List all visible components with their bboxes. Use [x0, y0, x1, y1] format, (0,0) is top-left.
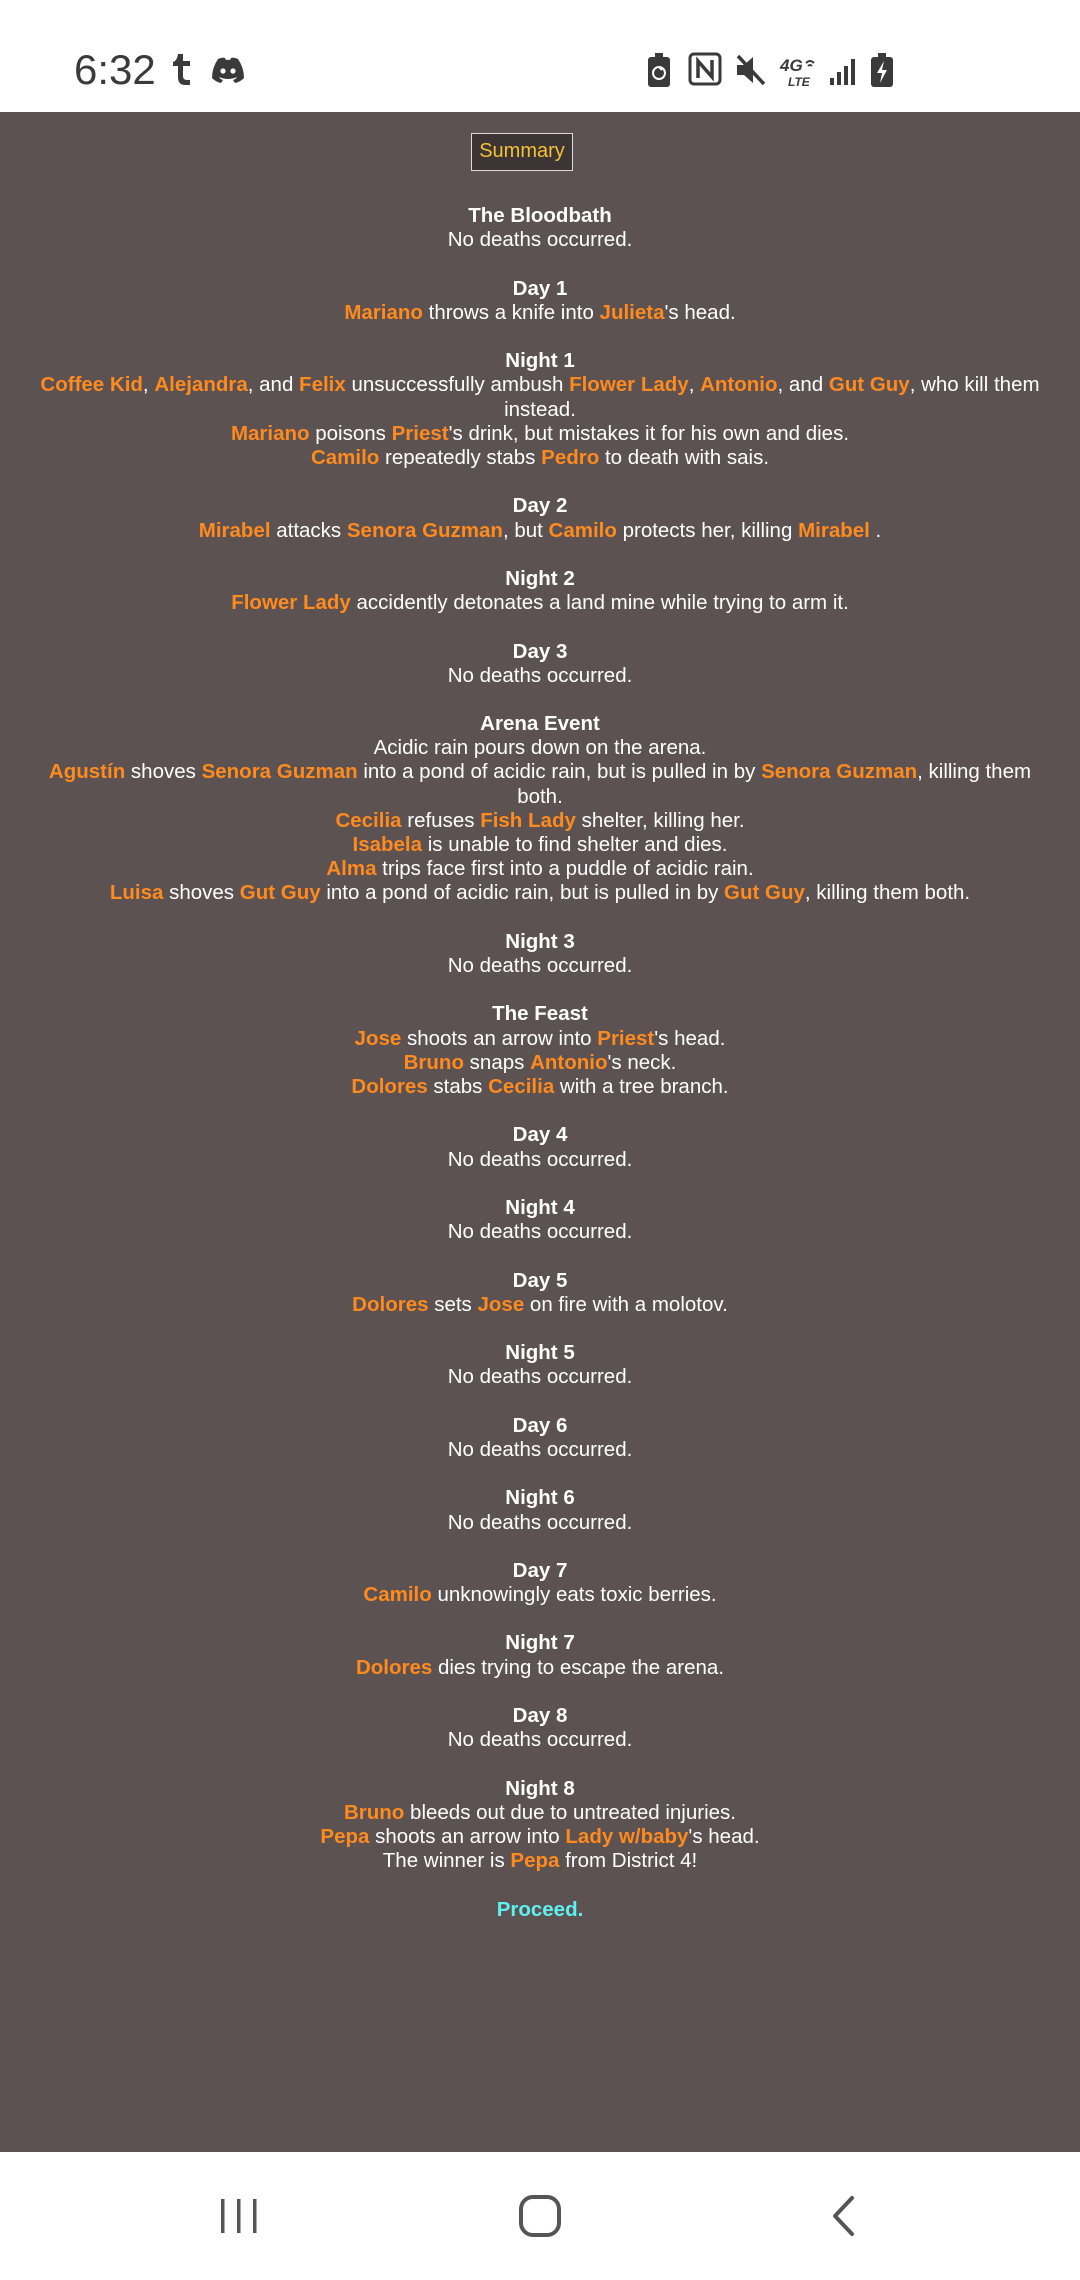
tribute-name: Dolores [351, 1075, 428, 1099]
tribute-name: Mirabel [198, 518, 271, 542]
event-text: , and [777, 373, 829, 397]
event-section [0, 1631, 1080, 1679]
event-section [0, 930, 1080, 978]
event-text: protects her, killing [616, 518, 799, 542]
signal-icon [829, 54, 859, 86]
proceed-link[interactable]: Proceed. [496, 1897, 584, 1921]
event-section [0, 1196, 1080, 1244]
event-text: stabs [427, 1075, 489, 1099]
section-title: Day 3 [512, 639, 568, 663]
tribute-name: Priest [597, 1026, 655, 1050]
tribute-name: Coffee Kid [40, 373, 143, 397]
event-line [0, 1365, 1080, 1389]
event-section [0, 494, 1080, 542]
event-text: repeatedly stabs [379, 445, 542, 469]
event-text: accidently detonates a land mine while trying to arm it. [350, 591, 849, 615]
event-line [0, 1293, 1080, 1317]
status-time: 6:32 [74, 46, 156, 93]
tribute-name: Camilo [548, 518, 617, 542]
battery-saver-icon [647, 52, 671, 88]
section-title: Arena Event [480, 712, 600, 736]
event-section [0, 1269, 1080, 1317]
event-line [0, 1220, 1080, 1244]
tribute-name: Isabela [352, 833, 423, 857]
tribute-name: Antonio [530, 1050, 608, 1074]
event-section [0, 1486, 1080, 1534]
tribute-name: Bruno [343, 1800, 405, 1824]
event-text: to death with sais. [599, 445, 770, 469]
event-text: unknowingly eats toxic berries. [431, 1583, 717, 1607]
event-line [0, 422, 1080, 446]
tribute-name: Flower Lady [569, 373, 689, 397]
event-text: dies trying to escape the arena. [432, 1655, 725, 1679]
event-text: bleeds out due to untreated injuries. [404, 1800, 736, 1824]
section-title: Night 7 [505, 1631, 575, 1655]
back-icon[interactable] [826, 2194, 860, 2238]
tribute-name: Dolores [352, 1292, 429, 1316]
event-line [0, 881, 1080, 905]
tribute-name: Bruno [403, 1050, 464, 1074]
event-text: No deaths occurred. [447, 228, 633, 252]
section-title: Night 5 [505, 1341, 575, 1365]
event-text: No deaths occurred. [447, 1437, 633, 1461]
section-title: Day 4 [512, 1123, 568, 1147]
event-line [0, 446, 1080, 470]
section-title: Night 1 [505, 349, 575, 373]
tribute-name: Cecilia [488, 1075, 555, 1099]
event-line [0, 809, 1080, 833]
event-text: into a pond of acidic rain, but is pulled in by [357, 760, 762, 784]
event-text: , and [247, 373, 300, 397]
status-bar [0, 0, 1080, 112]
section-title: The Feast [492, 1002, 588, 1026]
event-text: Acidic rain pours down on the arena. [373, 736, 707, 760]
event-text: shelter, killing her. [575, 808, 745, 832]
event-text: shoots an arrow into [369, 1825, 566, 1849]
event-line [0, 1801, 1080, 1825]
event-text: , killing them both. [517, 760, 1032, 808]
tribute-name: Gut Guy [724, 881, 805, 905]
event-text: is unable to find shelter and dies. [422, 833, 728, 857]
section-title: Day 2 [512, 494, 568, 518]
event-section [0, 204, 1080, 252]
event-text: No deaths occurred. [447, 954, 633, 978]
event-text: snaps [463, 1050, 531, 1074]
event-text: No deaths occurred. [447, 1728, 633, 1752]
svg-text:LTE: LTE [788, 75, 810, 88]
event-text: 's head. [654, 1026, 726, 1050]
proceed-row [0, 1898, 1080, 1922]
event-line [0, 1148, 1080, 1172]
tribute-name: Antonio [700, 373, 778, 397]
event-line [0, 1656, 1080, 1680]
event-section [0, 1002, 1080, 1099]
tribute-name: Felix [299, 373, 346, 397]
event-line [0, 519, 1080, 543]
event-line [0, 301, 1080, 325]
event-line [0, 1825, 1080, 1849]
event-text: shoves [163, 881, 240, 905]
section-title: Day 7 [512, 1558, 568, 1582]
tribute-name: Gut Guy [828, 373, 910, 397]
event-section [0, 567, 1080, 615]
section-title: Night 3 [505, 929, 575, 953]
event-text: , [688, 373, 701, 397]
discord-icon [210, 56, 246, 84]
event-text: sets [428, 1292, 478, 1316]
event-line [0, 1051, 1080, 1075]
tribute-name: Agustín [48, 760, 126, 784]
section-title: Day 1 [512, 276, 568, 300]
section-title: Night 4 [505, 1196, 575, 1220]
event-text: shoots an arrow into [401, 1026, 598, 1050]
home-icon[interactable] [516, 2192, 564, 2240]
tribute-name: Pepa [320, 1825, 370, 1849]
event-text: No deaths occurred. [447, 1147, 633, 1171]
event-text: into a pond of acidic rain, but is pulled in by [320, 881, 725, 905]
section-title: The Bloodbath [468, 204, 612, 227]
event-text: from District 4! [559, 1849, 698, 1873]
event-text: The winner is [382, 1849, 511, 1873]
summary-button[interactable]: Summary [471, 133, 573, 171]
event-text: with a tree branch. [554, 1075, 729, 1099]
mute-icon [734, 54, 768, 86]
event-line [0, 1075, 1080, 1099]
tribute-name: Pedro [541, 445, 600, 469]
event-section [0, 1341, 1080, 1389]
nfc-icon [688, 52, 722, 86]
section-title: Day 8 [512, 1704, 568, 1728]
event-section [0, 1704, 1080, 1752]
event-text: , killing them both. [804, 881, 971, 905]
section-title: Day 6 [512, 1413, 568, 1437]
event-text: , but [502, 518, 549, 542]
battery-charging-icon [870, 52, 894, 88]
event-text: No deaths occurred. [447, 663, 633, 687]
tribute-name: Camilo [363, 1583, 432, 1607]
event-line [0, 736, 1080, 760]
tribute-name: Jose [477, 1292, 525, 1316]
tribute-name: Dolores [355, 1655, 433, 1679]
tribute-name: Mariano [344, 300, 423, 324]
event-section [0, 1559, 1080, 1607]
event-text: refuses [401, 808, 481, 832]
event-text: No deaths occurred. [447, 1220, 633, 1244]
tribute-name: Senora Guzman [761, 760, 918, 784]
event-log [0, 204, 1080, 1946]
event-line [0, 1027, 1080, 1051]
event-text: unsuccessfully ambush [345, 373, 570, 397]
event-text: on fire with a molotov. [524, 1292, 728, 1316]
navigation-bar [0, 2152, 1080, 2280]
tribute-name: Flower Lady [231, 591, 351, 615]
tribute-name: Julieta [599, 300, 665, 324]
event-line [0, 1583, 1080, 1607]
tribute-name: Mirabel [798, 518, 876, 542]
tribute-name: Cecilia [335, 808, 402, 832]
tribute-name: Senora Guzman [346, 518, 503, 542]
tribute-name: Pepa [510, 1849, 560, 1873]
event-text: 's drink, but mistakes it for his own and dies. [448, 421, 850, 445]
event-line [0, 591, 1080, 615]
tribute-name: Senora Guzman [201, 760, 358, 784]
event-text: 's neck. [607, 1050, 677, 1074]
event-text: , who kill them instead. [504, 373, 1040, 421]
event-line [0, 833, 1080, 857]
event-text: No deaths occurred. [447, 1510, 633, 1534]
tribute-name: Lady w/baby [565, 1825, 689, 1849]
event-line [0, 1511, 1080, 1535]
event-section [0, 712, 1080, 906]
event-line [0, 373, 1080, 421]
event-line [0, 1728, 1080, 1752]
event-section [0, 349, 1080, 470]
event-text: throws a knife into [422, 300, 600, 324]
event-section [0, 1123, 1080, 1171]
event-line [0, 228, 1080, 252]
event-text: . [875, 518, 882, 542]
event-line [0, 760, 1080, 808]
tribute-name: Fish Lady [480, 808, 576, 832]
event-text: trips face first into a puddle of acidic rain. [376, 857, 754, 881]
event-section [0, 1414, 1080, 1462]
tribute-name: Gut Guy [239, 881, 321, 905]
tribute-name: Luisa [109, 881, 164, 905]
event-text: 's head. [664, 300, 736, 324]
tribute-name: Alma [326, 857, 377, 881]
event-section [0, 277, 1080, 325]
tribute-name: Jose [354, 1026, 402, 1050]
tribute-name: Camilo [310, 445, 380, 469]
section-title: Night 8 [505, 1776, 575, 1800]
event-text: attacks [270, 518, 347, 542]
section-title: Day 5 [512, 1268, 568, 1292]
4g-lte-icon [779, 54, 817, 88]
event-line [0, 664, 1080, 688]
tribute-name: Mariano [230, 421, 310, 445]
tribute-name: Priest [391, 421, 449, 445]
summary-page [0, 112, 1080, 2152]
event-text: , [142, 373, 155, 397]
event-line [0, 1438, 1080, 1462]
recent-apps-icon[interactable] [216, 2194, 262, 2238]
tribute-name: Alejandra [154, 373, 248, 397]
section-title: Night 6 [505, 1486, 575, 1510]
event-section [0, 640, 1080, 688]
event-text: shoves [125, 760, 202, 784]
event-text: No deaths occurred. [447, 1365, 633, 1389]
section-title: Night 2 [505, 566, 575, 590]
svg-text:4G: 4G [780, 56, 803, 75]
event-text: 's head. [688, 1825, 760, 1849]
event-line [0, 1849, 1080, 1873]
tumblr-icon [170, 52, 192, 86]
event-section [0, 1777, 1080, 1874]
event-line [0, 857, 1080, 881]
event-text: poisons [309, 421, 392, 445]
event-line [0, 954, 1080, 978]
